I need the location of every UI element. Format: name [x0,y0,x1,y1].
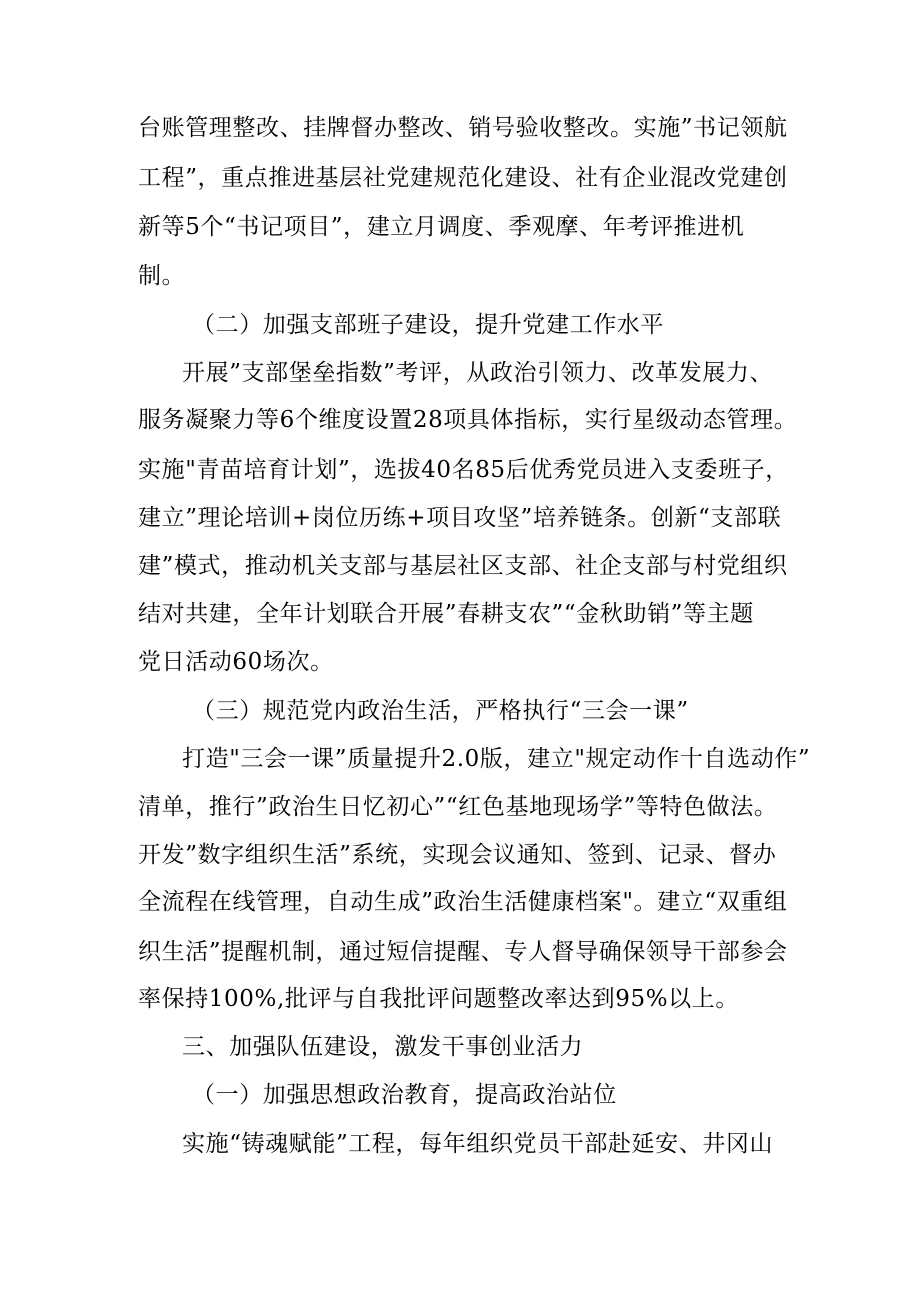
text-line: 开展”支部堡垒指数”考评，从政治引领力、改革发展力、 [182,360,774,386]
text-line: 清单，推行”政治生日忆初心”“红色基地现场学”等特色做法。 [138,794,778,820]
text-line: 织生活”提醒机制，通过短信提醒、专人督导确保领导干部参会 [138,939,788,965]
chapter-heading: 三、加强队伍建设，激发干事创业活力 [182,1034,584,1060]
text-line: 新等5个“书记项目”，建立月调度、季观摩、年考评推进机 [138,214,745,240]
text-line: 建”模式，推动机关支部与基层社区支部、社企支部与村党组织 [138,553,788,579]
text-line: 实施“铸魂赋能”工程，每年组织党员干部赴延安、井冈山 [182,1131,774,1157]
section-heading: （三）规范党内政治生活，严格执行“三会一课” [192,698,689,724]
text-line: 建立”理论培训+岗位历练+项目攻坚”培养链条。创新“支部联 [138,505,782,531]
section-heading: （一）加强思想政治教育，提高政治站位 [192,1082,617,1108]
text-line: 工程”，重点推进基层社党建规范化建设、社有企业混改党建创 [138,165,788,191]
text-line: 打造"三会一课”质量提升2.0版，建立"规定动作十自选动作” [182,746,811,772]
text-line: 开发”数字组织生活”系统，实现会议通知、签到、记录、督办 [138,842,777,868]
text-line: 率保持100%,批评与自我批评问题整改率达到95%以上。 [138,986,739,1012]
text-line: 制。 [138,263,186,289]
text-line: 台账管理整改、挂牌督办整改、销号验收整改。实施”书记领航 [138,115,788,141]
text-line: 全流程在线管理，自动生成”政治生活健康档案"。建立“双重组 [138,889,788,915]
text-line: 党日活动60场次。 [138,649,334,675]
text-line: 实施"青苗培育计划”，选拔40名85后优秀党员进入支委班子， [138,457,789,483]
text-line: 结对共建，全年计划联合开展”春耕支农”“金秋助销”等主题 [138,601,754,627]
text-line: 服务凝聚力等6个维度设置28项具体指标，实行星级动态管理。 [138,407,798,433]
section-heading: （二）加强支部班子建设，提升党建工作水平 [192,312,664,338]
